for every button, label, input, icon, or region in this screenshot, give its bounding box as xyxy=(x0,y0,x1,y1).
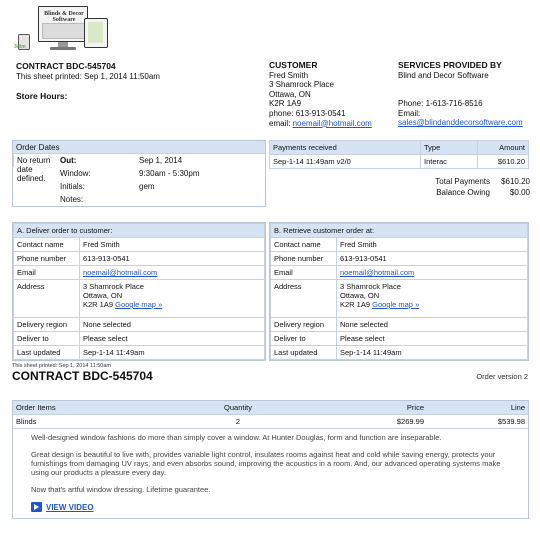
email-label: Email xyxy=(14,266,80,280)
email-link[interactable]: noemail@hotmail.com xyxy=(83,268,158,277)
item-price: $269.99 xyxy=(396,417,424,426)
balance-owing-value: $0.00 xyxy=(509,188,530,197)
logo-tagline: 3dim xyxy=(14,44,26,50)
services-block xyxy=(398,61,538,128)
balance-owing-label: Balance Owing xyxy=(436,188,490,197)
contract-header xyxy=(16,61,266,101)
phone-value: 613-913-0541 xyxy=(80,252,265,266)
region-label: Delivery region xyxy=(271,318,337,332)
logo-line1: Blinds & Decor xyxy=(44,11,84,17)
initials-value: gem xyxy=(139,182,155,191)
payments-amount-header: Amount xyxy=(478,141,529,155)
region-value: None selected xyxy=(337,318,528,332)
services-heading: SERVICES PROVIDED BY xyxy=(398,60,502,70)
tablet-graphic xyxy=(84,18,108,48)
out-label: Out: xyxy=(60,156,77,165)
table-row xyxy=(270,155,529,169)
customer-postal: K2R 1A9 xyxy=(269,99,302,109)
phone-label: Phone number xyxy=(271,252,337,266)
contract-number: CONTRACT BDC-545704 xyxy=(16,61,116,71)
region-value: None selected xyxy=(80,318,265,332)
payments-received-header: Payments received xyxy=(270,141,421,155)
google-map-link[interactable]: Google map » xyxy=(115,300,163,309)
notes-value xyxy=(136,193,265,206)
second-printed-timestamp: This sheet printed: Sep 1, 2014 11:50am xyxy=(12,363,111,369)
second-contract-number: CONTRACT BDC-545704 xyxy=(12,369,153,383)
phone-label: Phone number xyxy=(14,252,80,266)
printed-timestamp: This sheet printed: Sep 1, 2014 11:50am xyxy=(16,72,160,81)
item-name: Blinds xyxy=(16,417,37,426)
contact-value: Fred Smith xyxy=(337,238,528,252)
google-map-link[interactable]: Google map » xyxy=(372,300,420,309)
initials-label: Initials: xyxy=(60,182,85,191)
return-note: No return date defined. xyxy=(13,154,57,167)
deliver-to-label: Deliver to xyxy=(271,332,337,346)
order-items-panel xyxy=(12,400,529,519)
order-dates-title: Order Dates xyxy=(13,141,265,154)
contact-label: Contact name xyxy=(271,238,337,252)
item-quantity: 2 xyxy=(235,417,241,426)
address-street: 3 Shamrock Place xyxy=(340,282,401,291)
store-hours-label: Store Hours: xyxy=(16,91,68,101)
customer-block xyxy=(269,61,395,128)
updated-value: Sep-1-14 11:49am xyxy=(337,346,528,360)
description-paragraph: Great design is beautiful to live with, provides variable light control, insulates rooms against heat and cold while saving energy, protects your furnishings from damaging UV rays, and even absorbs sound, improving the acoustics in a room. And, our advanced operating systems make using our products a pleasure every day. xyxy=(31,450,501,477)
address-postal: K2R 1A9 xyxy=(340,300,371,309)
total-payments-label: Total Payments xyxy=(435,177,490,186)
address-street: 3 Shamrock Place xyxy=(83,282,144,291)
deliver-to-value: Please select xyxy=(337,332,528,346)
quantity-header: Quantity xyxy=(224,403,252,412)
services-phone: Phone: 1-613-716-8516 xyxy=(398,99,483,109)
email-label: Email xyxy=(271,266,337,280)
order-version: Order version 2 xyxy=(476,372,528,381)
services-email-link[interactable]: sales@blindanddecorsoftware.com xyxy=(398,118,523,128)
notes-label: Notes: xyxy=(60,195,84,204)
payment-totals xyxy=(420,176,530,198)
customer-heading: CUSTOMER xyxy=(269,60,318,70)
contact-value: Fred Smith xyxy=(80,238,265,252)
email-link[interactable]: noemail@hotmail.com xyxy=(340,268,415,277)
order-dates-panel xyxy=(12,140,266,207)
items-header: Order Items xyxy=(16,403,56,412)
item-description xyxy=(13,429,528,518)
price-header: Price xyxy=(406,403,424,412)
description-paragraph: Well-designed window fashions do more than simply cover a window. At Hunter Douglas, form and function are inseparable. xyxy=(31,433,442,442)
out-value: Sep 1, 2014 xyxy=(139,156,183,165)
description-paragraph: Now that's artful window dressing. Lifetime guarantee. xyxy=(31,485,211,494)
services-email-label: Email: xyxy=(398,108,421,118)
line-header: Line xyxy=(510,403,525,412)
logo-line2: Software xyxy=(52,17,76,23)
company-logo xyxy=(12,4,114,54)
deliver-to-label: Deliver to xyxy=(14,332,80,346)
address-city: Ottawa, ON xyxy=(83,291,123,300)
window-label: Window: xyxy=(60,169,91,178)
updated-value: Sep-1-14 11:49am xyxy=(80,346,265,360)
customer-name: Fred Smith xyxy=(269,70,309,80)
payment-received: Sep-1-14 11:49am v2/0 xyxy=(270,155,421,169)
window-value: 9:30am - 5:30pm xyxy=(139,169,200,178)
payments-type-header: Type xyxy=(421,141,478,155)
customer-email-link[interactable]: noemail@hotmail.com xyxy=(292,118,372,128)
total-payments-value: $610.20 xyxy=(501,177,530,186)
customer-city: Ottawa, ON xyxy=(269,89,311,99)
phone-value: 613-913-0541 xyxy=(337,252,528,266)
payment-type: Interac xyxy=(421,155,478,169)
updated-label: Last updated xyxy=(271,346,337,360)
retrieve-panel xyxy=(269,222,529,361)
address-postal: K2R 1A9 xyxy=(83,300,114,309)
table-row xyxy=(13,415,528,429)
video-icon[interactable] xyxy=(31,502,42,512)
address-label: Address xyxy=(271,280,337,318)
view-video-link[interactable]: VIEW VIDEO xyxy=(46,502,94,512)
payments-table xyxy=(269,140,529,169)
payment-amount: $610.20 xyxy=(478,155,529,169)
address-city: Ottawa, ON xyxy=(340,291,380,300)
address-label: Address xyxy=(14,280,80,318)
services-name: Blind and Decor Software xyxy=(398,70,489,80)
customer-phone: phone: 613-913-0541 xyxy=(269,108,346,118)
item-line-total: $539.98 xyxy=(497,417,525,426)
customer-email-label: email: xyxy=(269,118,293,128)
deliver-title: A. Deliver order to customer: xyxy=(14,224,265,238)
deliver-to-value: Please select xyxy=(80,332,265,346)
region-label: Delivery region xyxy=(14,318,80,332)
contact-label: Contact name xyxy=(14,238,80,252)
view-video[interactable] xyxy=(31,502,510,512)
updated-label: Last updated xyxy=(14,346,80,360)
customer-street: 3 Shamrock Place xyxy=(269,80,334,90)
monitor-graphic xyxy=(38,6,88,42)
deliver-panel xyxy=(12,222,266,361)
retrieve-title: B. Retrieve customer order at: xyxy=(271,224,528,238)
